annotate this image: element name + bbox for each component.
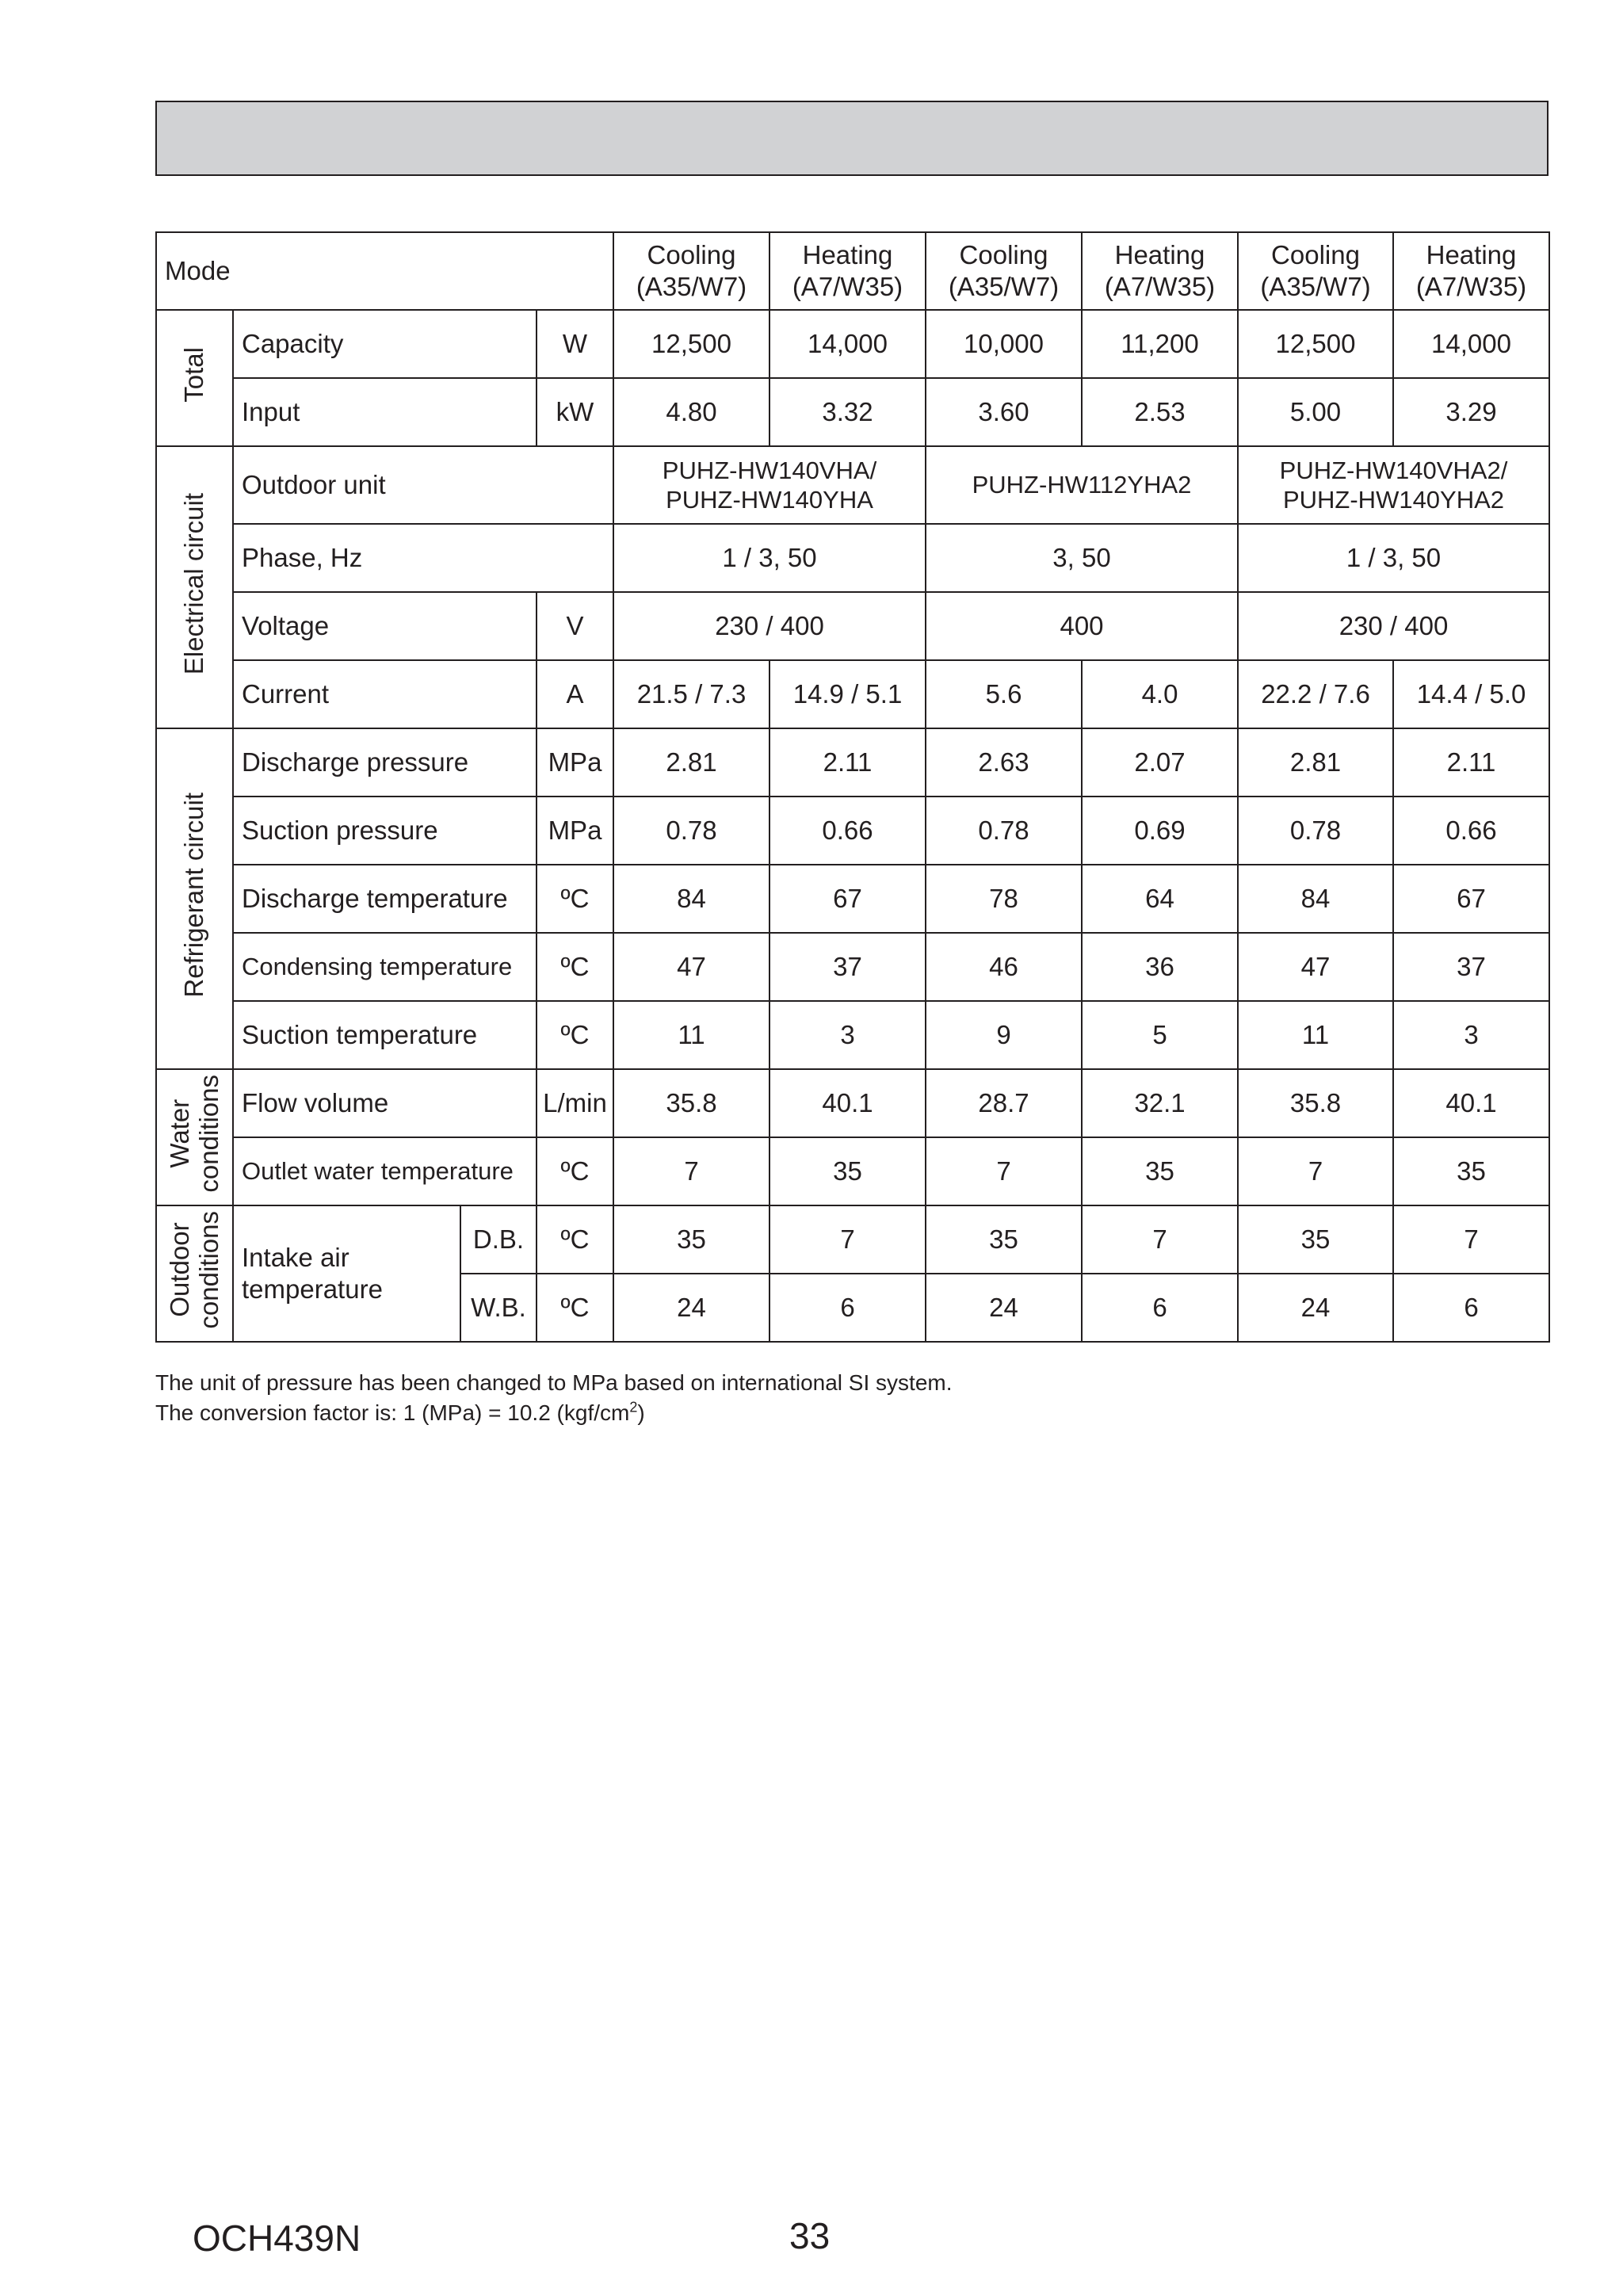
value-cell: 37 [769, 933, 926, 1001]
table-row [156, 865, 1549, 933]
value-cell: 37 [1393, 933, 1549, 1001]
table-row [156, 1001, 1549, 1069]
value-cell: 84 [1238, 865, 1393, 933]
group-label-outdoor: Outdoor conditions [156, 1205, 233, 1342]
row-label: Input [233, 378, 537, 446]
value-cell: 3 [1393, 1001, 1549, 1069]
value-cell: 47 [613, 933, 769, 1001]
value-cell: 24 [613, 1274, 769, 1342]
value-cell: 2.11 [1393, 728, 1549, 797]
value-cell: PUHZ-HW112YHA2 [926, 446, 1238, 524]
value-cell: 2.81 [1238, 728, 1393, 797]
value-cell: 46 [926, 933, 1082, 1001]
column-header: Heating (A7/W35) [769, 232, 926, 310]
row-label: Discharge pressure [233, 728, 537, 797]
unit-cell: kW [537, 378, 613, 446]
value-cell: 78 [926, 865, 1082, 933]
value-cell: 9 [926, 1001, 1082, 1069]
table-row [156, 728, 1549, 797]
value-cell: 35.8 [613, 1069, 769, 1137]
value-cell: 0.78 [926, 797, 1082, 865]
row-label: Discharge temperature [233, 865, 537, 933]
row-label: Outlet water temperature [233, 1137, 537, 1205]
value-cell: 3.29 [1393, 378, 1549, 446]
value-cell: 2.81 [613, 728, 769, 797]
table-row [156, 592, 1549, 660]
column-header: Cooling (A35/W7) [613, 232, 769, 310]
value-cell: 35 [769, 1137, 926, 1205]
group-label-total: Total [156, 310, 233, 446]
performance-data-table [155, 231, 1550, 1343]
value-cell: 24 [926, 1274, 1082, 1342]
column-header: Cooling (A35/W7) [926, 232, 1082, 310]
row-label: Suction pressure [233, 797, 537, 865]
value-cell: 0.78 [613, 797, 769, 865]
value-cell: 7 [1082, 1205, 1238, 1274]
unit-cell: ºC [537, 865, 613, 933]
section-header-bar [155, 101, 1549, 176]
value-cell: 12,500 [613, 310, 769, 378]
value-cell: 12,500 [1238, 310, 1393, 378]
value-cell: 7 [769, 1205, 926, 1274]
value-cell: 67 [1393, 865, 1549, 933]
value-cell: 6 [1393, 1274, 1549, 1342]
value-cell: 40.1 [769, 1069, 926, 1137]
group-label-water: Water conditions [156, 1069, 233, 1205]
row-label: Capacity [233, 310, 537, 378]
value-cell: 2.07 [1082, 728, 1238, 797]
table-row [156, 310, 1549, 378]
table-row [156, 797, 1549, 865]
value-cell: 1 / 3, 50 [613, 524, 926, 592]
unit-cell: L/min [537, 1069, 613, 1137]
value-cell: 11,200 [1082, 310, 1238, 378]
value-cell: 6 [769, 1274, 926, 1342]
value-cell: 2.53 [1082, 378, 1238, 446]
value-cell: 0.66 [769, 797, 926, 865]
unit-cell: A [537, 660, 613, 728]
note-line-1: The unit of pressure has been changed to MPa based on international SI system. [155, 1370, 953, 1395]
column-header: Heating (A7/W35) [1393, 232, 1549, 310]
value-cell: 84 [613, 865, 769, 933]
column-header: Heating (A7/W35) [1082, 232, 1238, 310]
value-cell: 7 [926, 1137, 1082, 1205]
value-cell: 32.1 [1082, 1069, 1238, 1137]
value-cell: 11 [613, 1001, 769, 1069]
value-cell: 36 [1082, 933, 1238, 1001]
value-cell: 35.8 [1238, 1069, 1393, 1137]
row-label: Phase, Hz [233, 524, 613, 592]
unit-cell: ºC [537, 933, 613, 1001]
value-cell: PUHZ-HW140VHA2/ PUHZ-HW140YHA2 [1238, 446, 1549, 524]
value-cell: 5.6 [926, 660, 1082, 728]
value-cell: 22.2 / 7.6 [1238, 660, 1393, 728]
value-cell: 3 [769, 1001, 926, 1069]
unit-cell: MPa [537, 728, 613, 797]
value-cell: 0.69 [1082, 797, 1238, 865]
value-cell: 40.1 [1393, 1069, 1549, 1137]
value-cell: 7 [1238, 1137, 1393, 1205]
value-cell: 230 / 400 [1238, 592, 1549, 660]
sub-label: W.B. [460, 1274, 537, 1342]
row-label: Intake air temperature [233, 1205, 460, 1342]
value-cell: 3, 50 [926, 524, 1238, 592]
unit-cell: W [537, 310, 613, 378]
value-cell: 47 [1238, 933, 1393, 1001]
row-label: Outdoor unit [233, 446, 613, 524]
row-label: Condensing temperature [233, 933, 537, 1001]
value-cell: 11 [1238, 1001, 1393, 1069]
header-row [156, 232, 1549, 310]
sub-label: D.B. [460, 1205, 537, 1274]
value-cell: 35 [1393, 1137, 1549, 1205]
table-row [156, 660, 1549, 728]
value-cell: 64 [1082, 865, 1238, 933]
group-label-electrical: Electrical circuit [156, 446, 233, 728]
value-cell: 10,000 [926, 310, 1082, 378]
table-row [156, 1069, 1549, 1137]
note-line-2: The conversion factor is: 1 (MPa) = 10.2 $(kgf/cm^2)$ [155, 1399, 645, 1425]
table-row [156, 933, 1549, 1001]
table-note [155, 1368, 953, 1428]
value-cell: 35 [1082, 1137, 1238, 1205]
value-cell: 2.11 [769, 728, 926, 797]
unit-cell: MPa [537, 797, 613, 865]
value-cell: 3.60 [926, 378, 1082, 446]
value-cell: 28.7 [926, 1069, 1082, 1137]
value-cell: 1 / 3, 50 [1238, 524, 1549, 592]
page-number: 33 [789, 2215, 831, 2256]
value-cell: 5 [1082, 1001, 1238, 1069]
value-cell: 2.63 [926, 728, 1082, 797]
row-label: Current [233, 660, 537, 728]
value-cell: 5.00 [1238, 378, 1393, 446]
unit-cell: ºC [537, 1205, 613, 1274]
value-cell: 0.78 [1238, 797, 1393, 865]
value-cell: 230 / 400 [613, 592, 926, 660]
value-cell: 35 [613, 1205, 769, 1274]
value-cell: 14,000 [769, 310, 926, 378]
value-cell: 3.32 [769, 378, 926, 446]
value-cell: 4.0 [1082, 660, 1238, 728]
table-row [156, 446, 1549, 524]
group-label-refrigerant: Refrigerant circuit [156, 728, 233, 1069]
document-code: OCH439N [193, 2218, 361, 2259]
value-cell: 400 [926, 592, 1238, 660]
table-row [156, 1137, 1549, 1205]
table-row [156, 524, 1549, 592]
row-label: Flow volume [233, 1069, 537, 1137]
table-row [156, 1205, 1549, 1274]
unit-cell: ºC [537, 1001, 613, 1069]
table-row [156, 378, 1549, 446]
value-cell: 67 [769, 865, 926, 933]
value-cell: 14.4 / 5.0 [1393, 660, 1549, 728]
unit-cell: V [537, 592, 613, 660]
value-cell: 0.66 [1393, 797, 1549, 865]
row-label: Suction temperature [233, 1001, 537, 1069]
value-cell: 7 [613, 1137, 769, 1205]
unit-cell: ºC [537, 1137, 613, 1205]
value-cell: 14,000 [1393, 310, 1549, 378]
value-cell: 14.9 / 5.1 [769, 660, 926, 728]
value-cell: 6 [1082, 1274, 1238, 1342]
mode-label: Mode [156, 232, 613, 310]
value-cell: 24 [1238, 1274, 1393, 1342]
unit-cell: ºC [537, 1274, 613, 1342]
column-header: Cooling (A35/W7) [1238, 232, 1393, 310]
value-cell: 35 [926, 1205, 1082, 1274]
value-cell: PUHZ-HW140VHA/ PUHZ-HW140YHA [613, 446, 926, 524]
value-cell: 21.5 / 7.3 [613, 660, 769, 728]
row-label: Voltage [233, 592, 537, 660]
value-cell: 7 [1393, 1205, 1549, 1274]
value-cell: 4.80 [613, 378, 769, 446]
value-cell: 35 [1238, 1205, 1393, 1274]
